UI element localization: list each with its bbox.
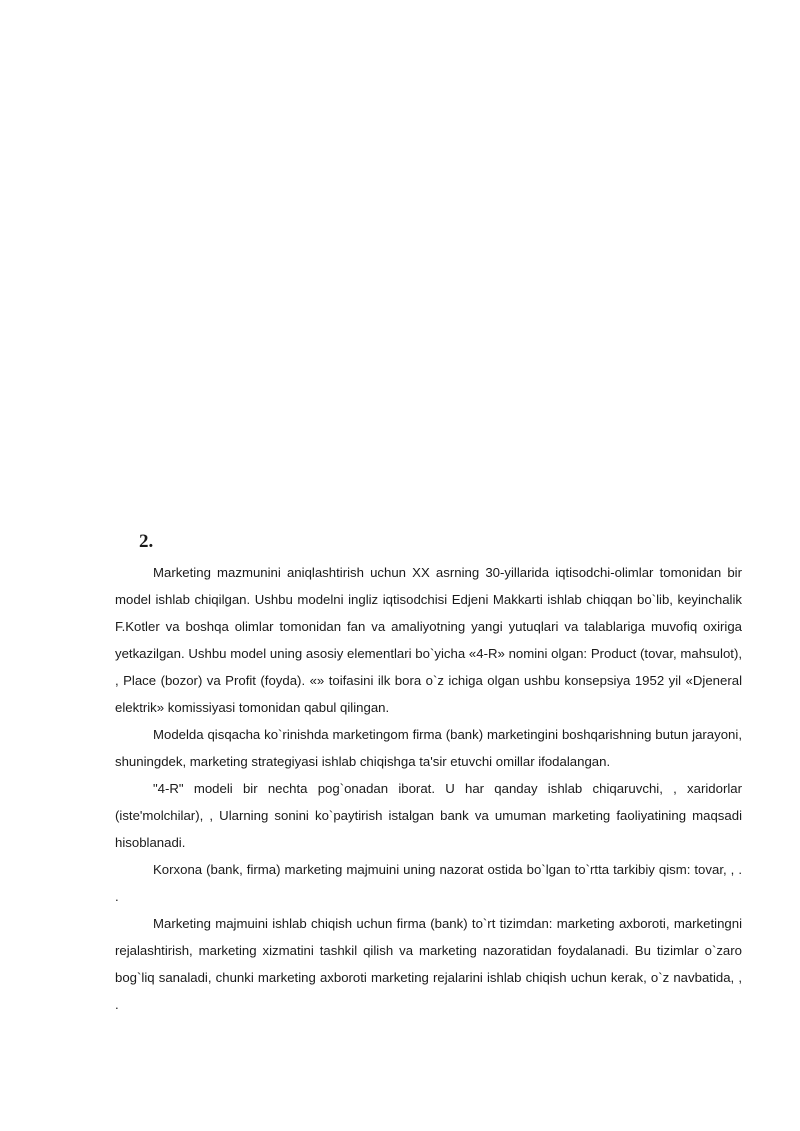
body-text [115, 559, 742, 1018]
paragraph: Marketing majmuini ishlab chiqish uchun firma (bank) to`rt tizimdan: marketing axboroti, marketingni rejalashtirish, marketing xizmatini tashkil qilish va marketing nazoratidan foydalanadi. Bu tizimlar o`zaro bog`liq sanaladi, chunki marketing axboroti marketing rejalarini ishlab chiqish uchun kerak, o`z navbatida, , . [115, 916, 742, 1012]
paragraph: Marketing mazmunini aniqlashtirish uchun XX asrning 30-yillarida iqtisodchi-olimlar tomonidan bir model ishlab chiqilgan. Ushbu modelni ingliz iqtisodchisi Edjeni Makkarti ishlab chiqqan bo`lib, keyinchalik F.Kotler va boshqa olimlar tomonidan fan va amaliyotning yangi yutuqlari va talablariga muvofiq oxiriga yetkazilgan. Ushbu model uning asosiy elementlari bo`yicha «4-R» nomini olgan: Product (tovar, mahsulot), , Place (bozor) va Profit (foyda). «» toifasini ilk bora o`z ichiga olgan ushbu konsepsiya 1952 yil «Djeneral elektrik» komissiyasi tomonidan qabul qilingan. [115, 565, 742, 715]
section-number-heading: 2. [139, 531, 154, 552]
paragraph: "4-R" modeli bir nechta pog`onadan iborat. U har qanday ishlab chiqaruvchi, , xaridorlar (iste'molchilar), , Ularning sonini ko`paytirish istalgan bank va umuman marketing faoliyatining maqsadi hisoblanadi. [115, 781, 742, 850]
paragraph: Modelda qisqacha ko`rinishda marketingom firma (bank) marketingini boshqarishning butun jarayoni, shuningdek, marketing strategiyasi ishlab chiqishga ta'sir etuvchi omillar ifodalangan. [115, 727, 742, 769]
paragraph: Korxona (bank, firma) marketing majmuini uning nazorat ostida bo`lgan to`rtta tarkibiy qism: tovar, , . . [115, 862, 742, 904]
